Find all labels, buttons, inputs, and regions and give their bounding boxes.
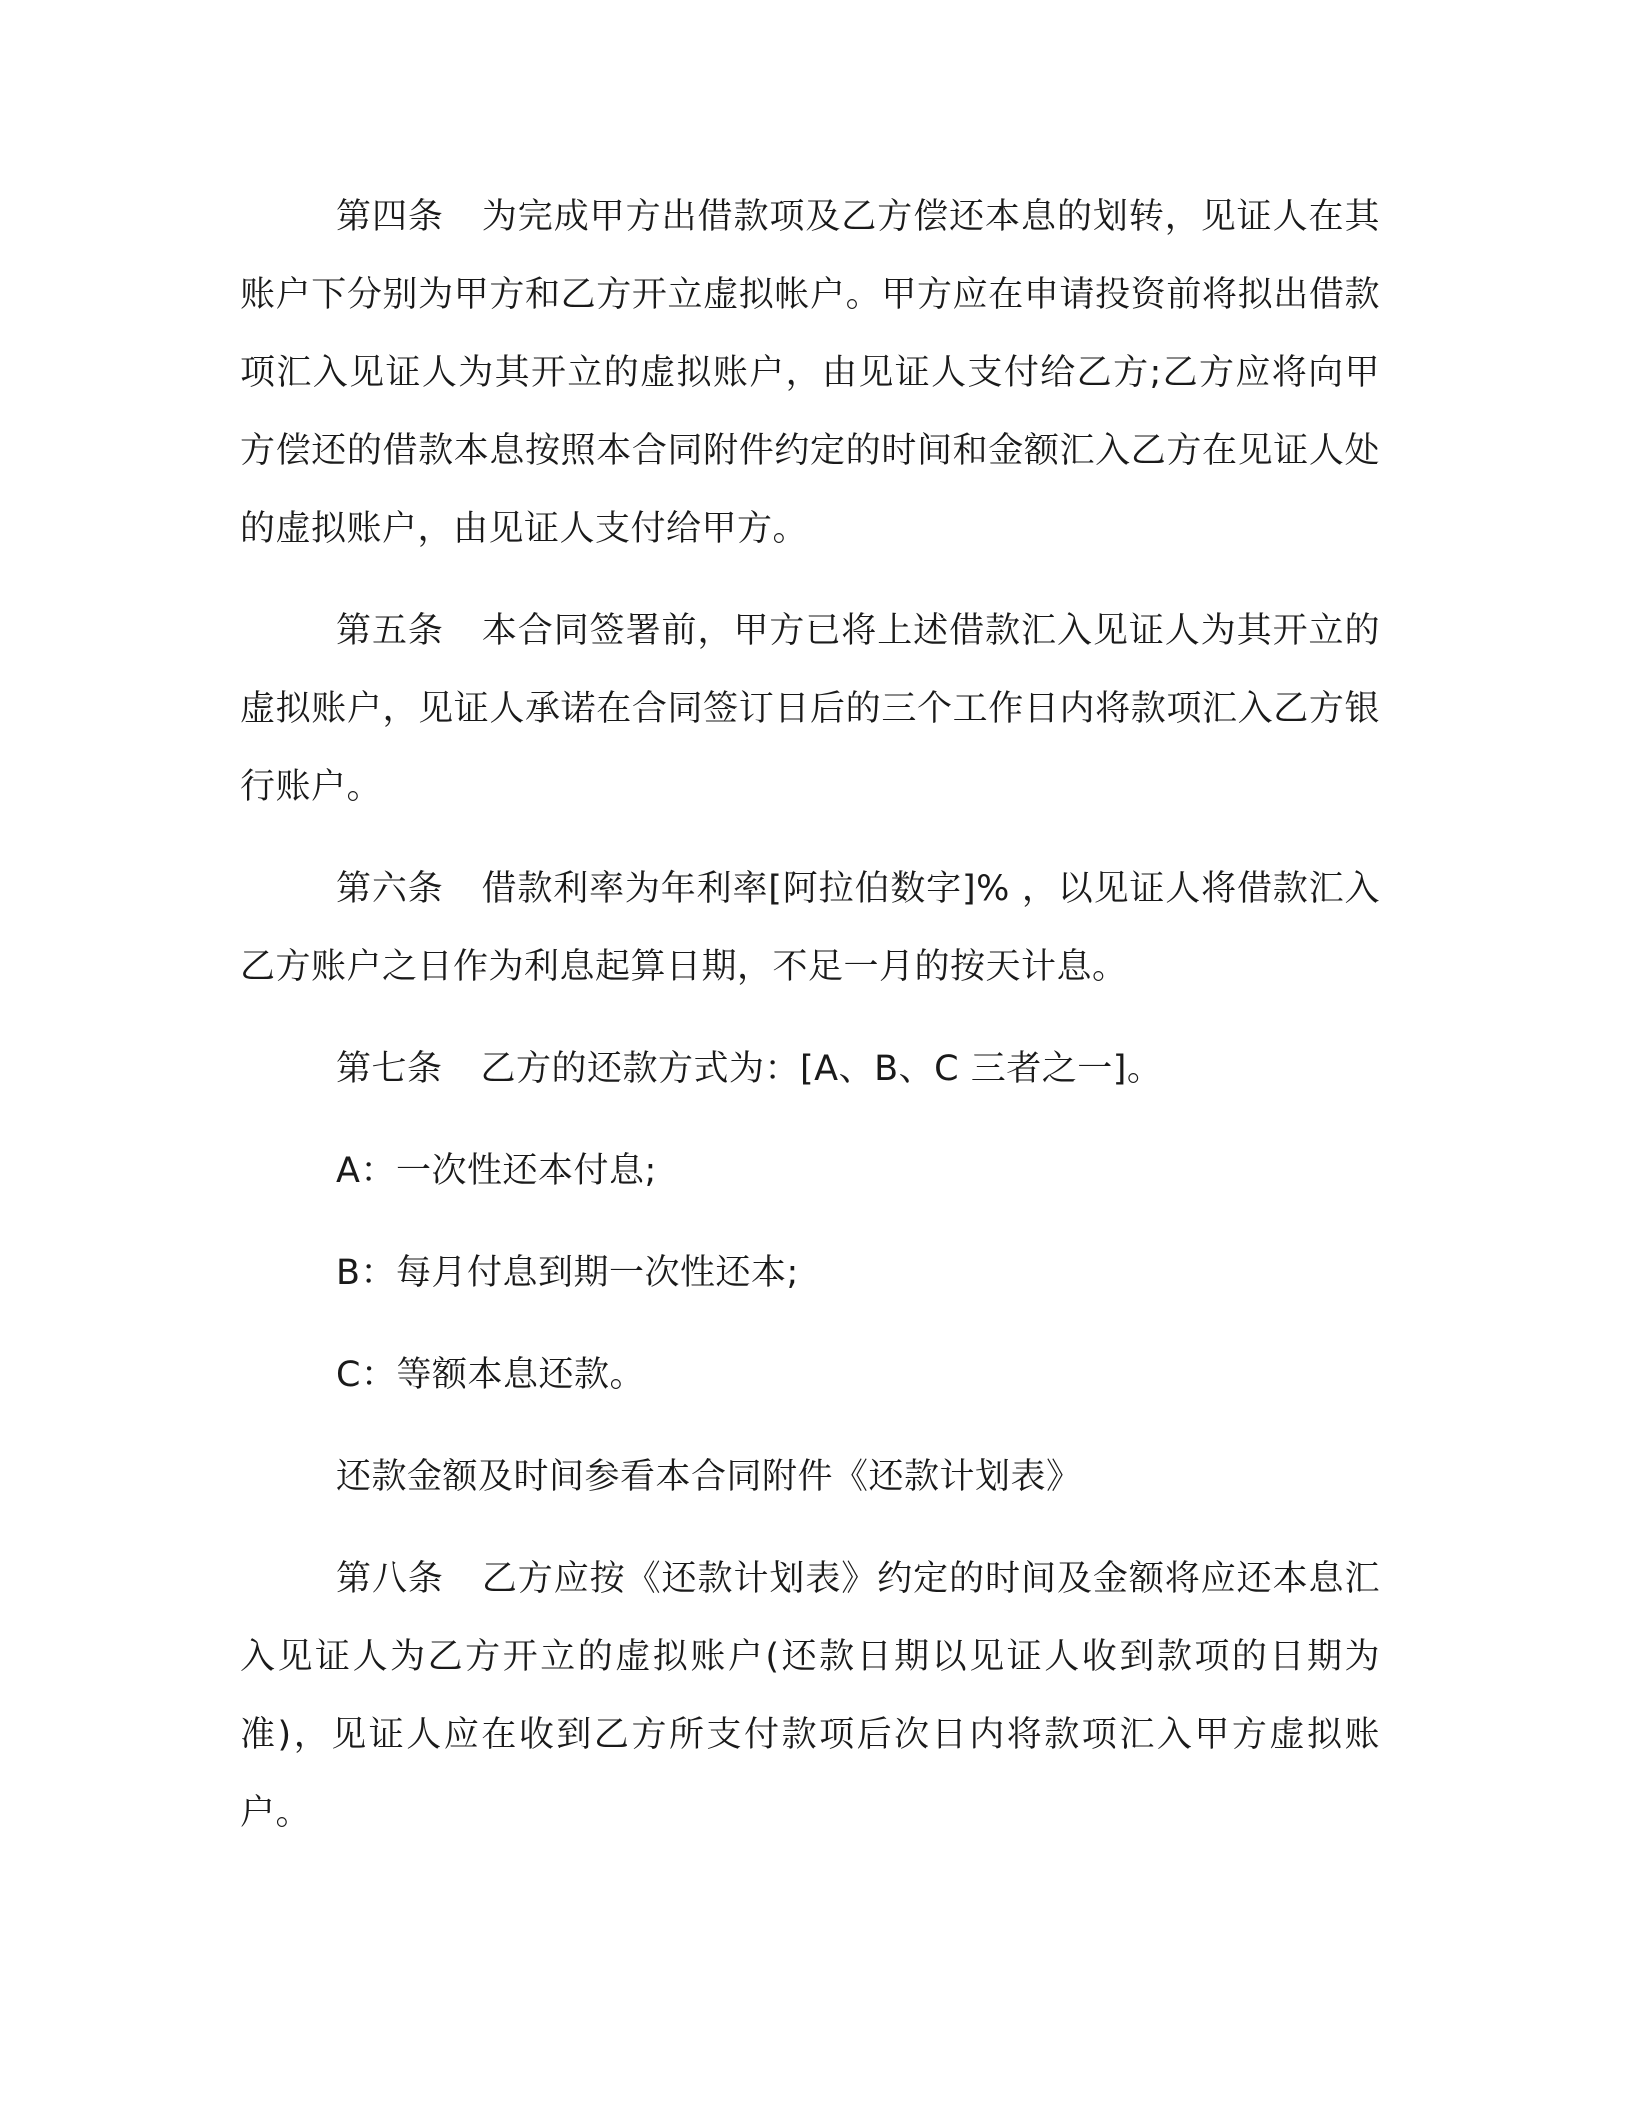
repayment-option-c: C：等额本息还款。 xyxy=(336,1355,645,1395)
repayment-option-b: B：每月付息到期一次性还本; xyxy=(336,1253,799,1293)
article-6 xyxy=(240,850,1380,1006)
article-4-number: 第四条 xyxy=(336,197,444,237)
article-4 xyxy=(240,178,1380,568)
document-body xyxy=(240,178,1380,1876)
article-7-text: 乙方的还款方式为：[A、B、C 三者之一]。 xyxy=(480,1049,1163,1089)
article-5 xyxy=(240,592,1380,826)
repayment-option-a: A：一次性还本付息; xyxy=(336,1151,657,1191)
article-6-text: 借款利率为年利率[阿拉伯数字]% ，以见证人将借款汇入乙方账户之日作为利息起算日期，不足一月的按天计息。 xyxy=(240,869,1380,987)
article-7-number: 第七条 xyxy=(336,1049,443,1089)
article-8-text: 乙方应按《还款计划表》约定的时间及金额将应还本息汇入见证人为乙方开立的虚拟账户(还款日期以见证人收到款项的日期为准)，见证人应在收到乙方所支付款项后次日内将款项汇入甲方虚拟账户。 xyxy=(240,1559,1380,1833)
article-5-text: 本合同签署前，甲方已将上述借款汇入见证人为其开立的虚拟账户，见证人承诺在合同签订日后的三个工作日内将款项汇入乙方银行账户。 xyxy=(240,611,1380,807)
article-8-number: 第八条 xyxy=(336,1559,444,1599)
article-8 xyxy=(240,1540,1380,1852)
repayment-schedule-note: 还款金额及时间参看本合同附件《还款计划表》 xyxy=(336,1457,1082,1497)
article-7 xyxy=(240,1030,1380,1108)
article-4-text: 为完成甲方出借款项及乙方偿还本息的划转，见证人在其账户下分别为甲方和乙方开立虚拟帐户。甲方应在申请投资前将拟出借款项汇入见证人为其开立的虚拟账户，由见证人支付给乙方;乙方应将向甲方偿还的借款本息按照本合同附件约定的时间和金额汇入乙方在见证人处的虚拟账户，由见证人支付给甲方。 xyxy=(240,197,1380,549)
article-5-number: 第五条 xyxy=(336,611,444,651)
article-6-number: 第六条 xyxy=(336,869,444,909)
